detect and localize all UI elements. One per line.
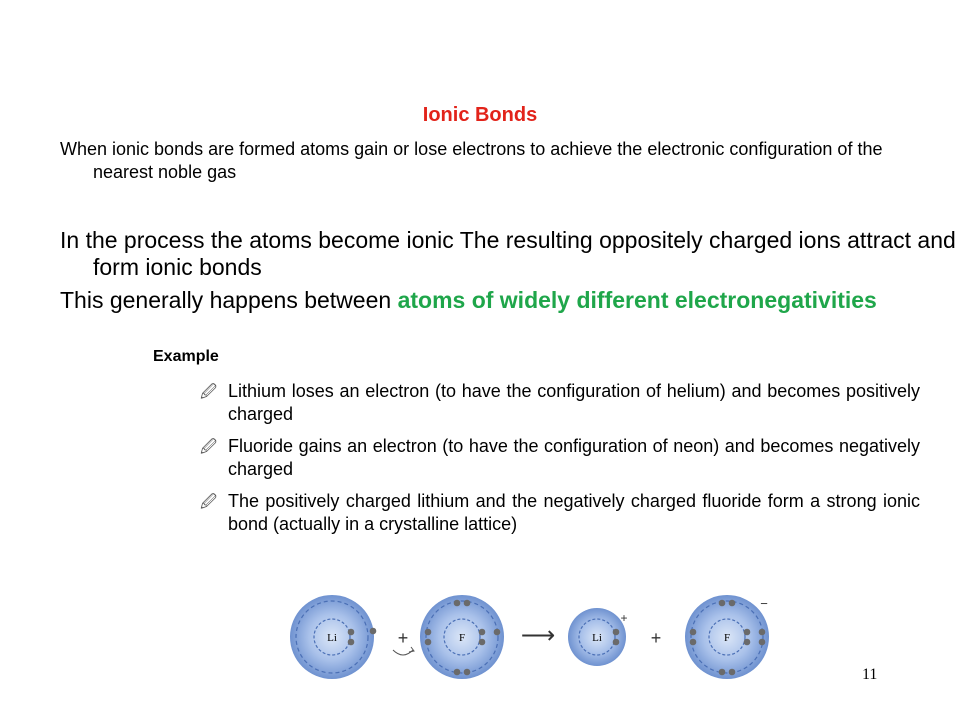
lithium-ion-label: Li <box>592 632 602 644</box>
plus-sign: + <box>397 628 409 648</box>
plus-sign: + <box>650 628 662 648</box>
bullet-item <box>200 380 920 426</box>
page-number: 11 <box>862 666 878 683</box>
bullet-text: Fluoride gains an electron (to have the configuration of neon) and becomes negatively charged <box>228 436 920 479</box>
electronegativity-prefix: This generally happens between <box>60 287 398 313</box>
lithium-ion <box>568 608 628 666</box>
pencil-bullet-icon: 🖉 <box>200 437 218 456</box>
bullet-text: The positively charged lithium and the negatively charged fluoride form a strong ionic bond (actually in a crystalline lattice) <box>228 491 920 534</box>
fluorine-label: F <box>458 632 466 644</box>
lithium-label: Li <box>327 632 337 644</box>
positive-charge: + <box>620 611 628 625</box>
pencil-bullet-icon: 🖉 <box>200 382 218 401</box>
pencil-bullet-icon: 🖉 <box>200 492 218 511</box>
electronegativity-highlight: atoms of widely different electronegativities <box>397 287 877 313</box>
example-bullet-list <box>200 380 920 545</box>
example-label: Example <box>153 348 219 365</box>
fluoride-ion-label: F <box>723 632 731 644</box>
process-paragraph: In the process the atoms become ionic The resulting oppositely charged ions attract and form ionic bonds <box>60 227 956 280</box>
bullet-item <box>200 490 920 536</box>
bullet-item <box>200 435 920 481</box>
reaction-arrow: ⟶ <box>520 622 556 649</box>
fluorine-atom <box>420 595 504 679</box>
ionic-bond-diagram <box>285 590 785 690</box>
fluoride-ion <box>685 595 769 679</box>
intro-paragraph: When ionic bonds are formed atoms gain or lose electrons to achieve the electronic configuration of the nearest noble gas <box>60 139 883 182</box>
electronegativity-paragraph <box>60 287 960 314</box>
bullet-text: Lithium loses an electron (to have the configuration of helium) and becomes positively charged <box>228 381 920 424</box>
lithium-atom <box>290 595 376 679</box>
negative-charge: − <box>760 596 768 611</box>
slide-title: Ionic Bonds <box>422 104 538 126</box>
